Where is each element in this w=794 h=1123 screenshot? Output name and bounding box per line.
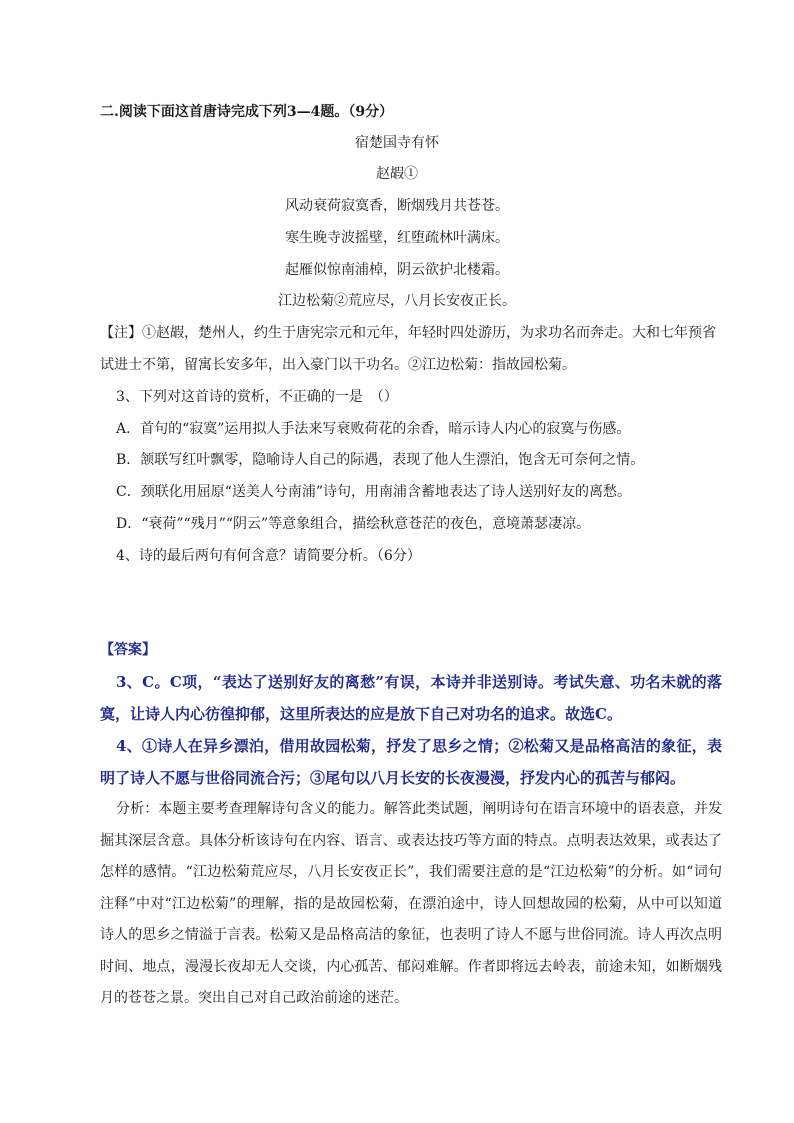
poem-line: 江边松菊②荒应尽，八月长安夜正长。 (278, 293, 516, 309)
answer-3: 3、C。C项，“表达了送别好友的离愁”有误，本诗并非送别诗。考试失意、功名未就的落寞，让诗人内心彷徨抑郁，这里所表达的应是放下自己对功名的追求。故选C。 (100, 673, 722, 723)
question-3-option-b: B．颔联写红叶飘零，隐喻诗人自己的际遇，表现了他人生漂泊，饱含无可奈何之情。 (116, 452, 645, 468)
note-line: 试进士不第，留寓长安多年，出入豪门以干功名。②江边松菊：指故园松菊。 (100, 357, 576, 373)
answer-4: 4、①诗人在异乡漂泊，借用故园松菊，抒发了思乡之情；②松菊又是品格高洁的象征，表明了诗人不愿与世俗同流合污；③尾句以八月长安的长夜漫漫，抒发内心的孤苦与郁闷。 (100, 737, 722, 787)
question-3-option-c: C．颈联化用屈原“送美人兮南浦”诗句，用南浦含蓄地表达了诗人送别好友的离愁。 (116, 484, 632, 500)
analysis-paragraph: 分析：本题主要考查理解诗句含义的能力。解答此类试题，阐明诗句在语言环境中的语表意，并发掘其深层含意。具体分析该诗句在内容、语言、或表达技巧等方面的特点。点明表达效果，或表达了怎样的感情。“江边松菊荒应尽，八月长安夜正长”，我们需要注意的是“江边松菊”的分析。如“词句注释”中对“江边松菊”的理解，指的是故园松菊，在漂泊途中，诗人回想故园的松菊，从中可以知道诗人的思乡之情溢于言表。松菊又是品格高洁的象征，也表明了诗人不愿与世俗同流。诗人再次点明时间、地点，漫漫长夜却无人交谈，内心孤苦、郁闷难解。作者即将远去岭表，前途未知，如断烟残月的苍苍之景。突出自己对自己政治前途的迷茫。 (100, 801, 722, 1006)
question-4-stem: 4、诗的最后两句有何含意？请简要分析。（6分） (116, 548, 421, 564)
poem-title: 宿楚国寺有怀 (355, 135, 439, 151)
question-3-stem: 3、下列对这首诗的赏析，不正确的一是 （） (116, 389, 398, 405)
question-3-option-a: A．首句的“寂寞”运用拟人手法来写衰败荷花的余香，暗示诗人内心的寂寞与伤感。 (116, 421, 631, 437)
poem-line: 寒生晚寺波摇壁，红堕疏林叶满床。 (285, 230, 509, 246)
poem-author: 赵嘏① (376, 166, 418, 182)
poem-line: 风动衰荷寂寞香，断烟残月共苍苍。 (285, 198, 509, 214)
note-line: 【注】①赵嘏，楚州人，约生于唐宪宗元和元年，年轻时四处游历，为求功名而奔走。大和七年预省 (100, 325, 716, 341)
answer-heading: 【答案】 (100, 642, 156, 658)
poem-line: 起雁似惊南浦棹，阴云欲护北楼霜。 (285, 262, 509, 278)
question-3-option-d: D．“衰荷”“残月”“阴云”等意象组合，描绘秋意苍茫的夜色，意境萧瑟凄凉。 (116, 516, 591, 532)
section-title: 二.阅读下面这首唐诗完成下列3—4题。（9分） (100, 104, 394, 120)
